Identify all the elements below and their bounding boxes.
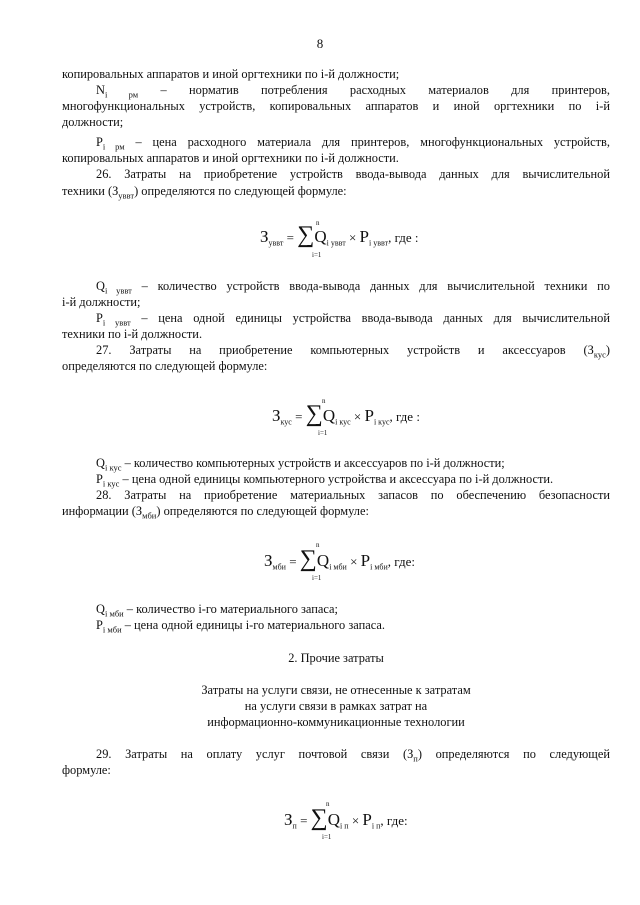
sum-lower-limit: i=1 (322, 833, 332, 841)
section-heading: 2. Прочие затраты (288, 651, 384, 665)
subsection-heading-line: на услуги связи в рамках затрат на (244, 699, 428, 713)
sum-lower-limit: i=1 (318, 429, 328, 437)
sum-lower-limit: i=1 (312, 251, 322, 259)
sum-upper-limit: n (316, 541, 320, 549)
subsection-heading-line: информационно-коммуникационные технологии (207, 715, 465, 729)
subsection-heading-line: Затраты на услуги связи, не отнесенные к затратам (201, 683, 471, 697)
sum-upper-limit: n (322, 397, 326, 405)
paragraph-line: многофункциональных устройств, копировальных аппаратов и иной оргтехники по i-й (62, 99, 610, 113)
paragraph-line: $Q_{i кус}$ – количество компьютерных устройств и аксессуаров по i-й должности; (96, 456, 505, 473)
formula-4: $З_п = \sum Q_{i п} \times P_{i п}$, где: (284, 805, 408, 831)
paragraph-line: $P_{i кус}$ – цена одной единицы компьютерного устройства и аксессуара по i-й должности. (96, 472, 554, 489)
page-number: 8 (316, 36, 324, 51)
paragraph-line: формуле: (62, 763, 111, 777)
paragraph-line: $N_{i рм}$ – норматив потребления расходных материалов для принтеров, (96, 83, 610, 100)
paragraph-line: $Q_{i мби}$ – количество i-го материального запаса; (96, 602, 338, 619)
paragraph-line: $P_{i рм}$ – цена расходного материала для принтеров, многофункциональных устройств, (96, 135, 610, 152)
paragraph-line: 28. Затраты на приобретение материальных запасов по обеспечению безопасности (96, 488, 610, 502)
sum-upper-limit: n (316, 219, 320, 227)
sum-upper-limit: n (326, 800, 330, 808)
paragraph-line: 27. Затраты на приобретение компьютерных устройств и аксессуаров $(З_{кус})$ (96, 343, 610, 360)
paragraph-line: копировальных аппаратов и иной оргтехники по i-й должности. (62, 151, 399, 165)
formula-1: $З_{уввт} = \sum Q_{i уввт} \times P_{i уввт}$, где : (260, 222, 419, 248)
paragraph-line: информации $(З_{мби})$ определяются по следующей формуле: (62, 504, 369, 521)
paragraph-line: должности; (62, 115, 124, 129)
paragraph-line: копировальных аппаратов и иной оргтехники по i-й должности; (62, 67, 400, 81)
paragraph-line: $P_{i мби}$ – цена одной единицы i-го материального запаса. (96, 618, 385, 635)
sum-lower-limit: i=1 (312, 574, 322, 582)
formula-3: $З_{мби} = \sum Q_{i мби} \times P_{i мби}$, где: (264, 546, 415, 572)
paragraph-line: определяются по следующей формуле: (62, 359, 268, 373)
formula-2: $З_{кус} = \sum Q_{i кус} \times P_{i кус}$, где : (272, 401, 420, 427)
paragraph-line: техники по i-й должности. (62, 327, 203, 341)
paragraph-line: техники $(З_{уввт})$ определяются по следующей формуле: (62, 184, 347, 201)
paragraph-line: $P_{i уввт}$ – цена одной единицы устройства ввода-вывода данных для вычислительной (96, 311, 610, 328)
paragraph-line: i-й должности; (62, 295, 141, 309)
paragraph-line: $Q_{i уввт}$ – количество устройств ввода-вывода данных для вычислительной техники по (96, 279, 610, 296)
paragraph-line: 26. Затраты на приобретение устройств ввода-вывода данных для вычислительной (96, 167, 610, 181)
paragraph-line: 29. Затраты на оплату услуг почтовой связи $(З_п)$ определяются по следующей (96, 747, 610, 764)
